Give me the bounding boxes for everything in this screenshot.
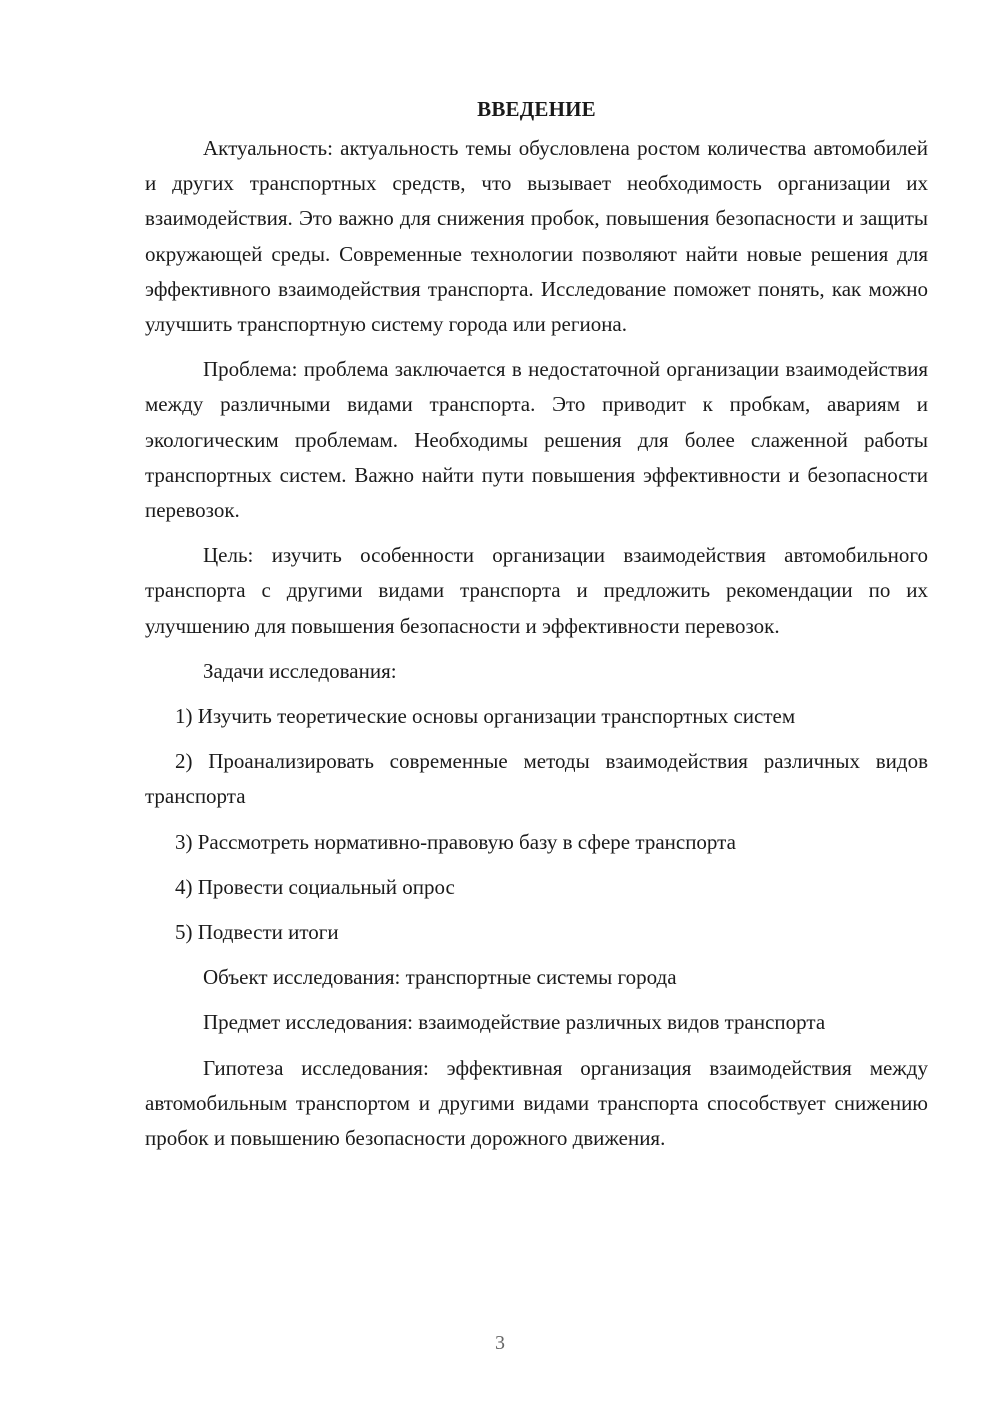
- task-item-5: 5) Подвести итоги: [175, 920, 339, 945]
- task-item-2: 2) Проанализировать современные методы взаимодействия различных видов транспорта: [145, 749, 928, 809]
- paragraph-relevance: Актуальность: актуальность темы обусловлена ростом количества автомобилей и других транспортных средств, что вызывает необходимость организации их взаимодействия. Это важно для снижения пробок, повышения безопасности и защиты окружающей среды. Современные технологии позволяют найти новые решения для эффективного взаимодействия транспорта. Исследование поможет понять, как можно улучшить транспортную систему города или региона.: [145, 136, 928, 337]
- section-title: ВВЕДЕНИЕ: [477, 97, 596, 121]
- page-number: 3: [495, 1332, 505, 1354]
- paragraph-hypothesis: Гипотеза исследования: эффективная организация взаимодействия между автомобильным транспортом и другими видами транспорта способствует снижению пробок и повышению безопасности дорожного движения.: [145, 1055, 928, 1151]
- task-item-3: 3) Рассмотреть нормативно-правовую базу в сфере транспорта: [175, 829, 736, 854]
- task-item-1: 1) Изучить теоретические основы организации транспортных систем: [175, 704, 796, 729]
- task-item-4: 4) Провести социальный опрос: [175, 874, 455, 899]
- tasks-heading: Задачи исследования:: [203, 658, 397, 683]
- paragraph-subject: Предмет исследования: взаимодействие различных видов транспорта: [203, 1010, 826, 1035]
- paragraph-goal: Цель: изучить особенности организации взаимодействия автомобильного транспорта с другими видами транспорта и предложить рекомендации по их улучшению для повышения безопасности и эффективности перевозок.: [145, 543, 928, 638]
- document-page: [145, 92, 928, 1156]
- paragraph-problem: Проблема: проблема заключается в недостаточной организации взаимодействия между различными видами транспорта. Это приводит к пробкам, авариям и экологическим проблемам. Необходимы решения для более слаженной работы транспортных систем. Важно найти пути повышения эффективности и безопасности перевозок.: [145, 357, 928, 523]
- paragraph-object: Объект исследования: транспортные системы города: [203, 965, 677, 990]
